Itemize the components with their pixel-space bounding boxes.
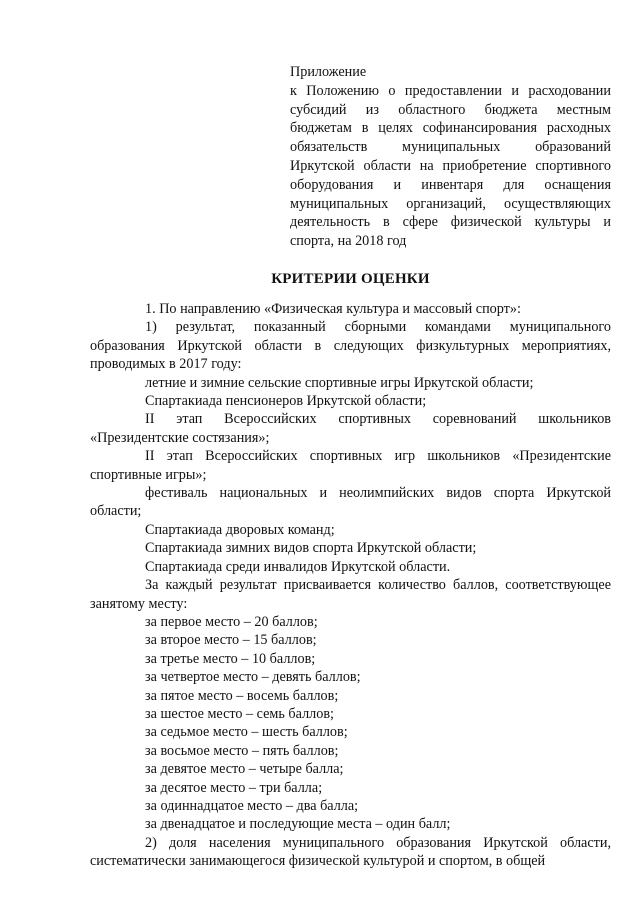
document-body — [90, 300, 611, 871]
place-score-item: за шестое место – семь баллов; — [145, 705, 334, 722]
place-score-item: за третье место – 10 баллов; — [145, 650, 316, 667]
paragraph-direction: 1. По направлению «Физическая культура и массовый спорт»: — [145, 301, 521, 317]
event-item: фестиваль национальных и неолимпийских видов спорта Иркутской области; — [90, 485, 611, 520]
paragraph-scoring: За каждый результат присваивается количество баллов, соответствующее занятому месту: — [90, 577, 611, 612]
appendix-block — [290, 63, 611, 251]
place-score-item: за восьмое место – пять баллов; — [145, 742, 339, 759]
event-item: II этап Всероссийских спортивных соревнований школьников «Президентские состязания»; — [90, 411, 611, 446]
place-score-item: за десятое место – три балла; — [145, 779, 323, 796]
place-score-item: за девятое место – четыре балла; — [145, 761, 344, 778]
paragraph-criterion-2: 2) доля населения муниципального образования Иркутской области, систематически занимающегося физической культурой и спортом, в общей — [90, 834, 611, 870]
document-heading: КРИТЕРИИ ОЦЕНКИ — [271, 271, 430, 287]
paragraph-criterion-1: 1) результат, показанный сборными командами муниципального образования Иркутской области в следующих физкультурных мероприятиях, проводимых в 2017 году: — [90, 319, 611, 373]
place-score-item: за первое место – 20 баллов; — [145, 613, 318, 630]
event-item: Спартакиада дворовых команд; — [145, 521, 335, 538]
event-item: Спартакиада зимних видов спорта Иркутской области; — [145, 540, 477, 557]
event-item: Спартакиада среди инвалидов Иркутской области. — [145, 558, 451, 575]
event-item: II этап Всероссийских спортивных игр школьников «Президентские спортивные игры»; — [90, 448, 611, 483]
place-score-item: за седьмое место – шесть баллов; — [145, 724, 348, 741]
event-item: Спартакиада пенсионеров Иркутской области; — [145, 393, 427, 410]
appendix-text: к Положению о предоставлении и расходовании субсидий из областного бюджета местным бюджетам в целях софинансирования расходных обязательств муниципальных образований Иркутской области на приобретение спортивного оборудования и инвентаря для оснащения муниципальных организаций, осуществляющих деятельность в сфере физической культуры и спорта, на 2018 год — [290, 82, 611, 250]
place-score-item: за одиннадцатое место – два балла; — [145, 797, 359, 814]
place-score-item: за двенадцатое и последующие места – один балл; — [145, 816, 451, 833]
place-score-item: за второе место – 15 баллов; — [145, 632, 317, 649]
event-item: летние и зимние сельские спортивные игры Иркутской области; — [145, 374, 534, 391]
place-score-item: за четвертое место – девять баллов; — [145, 669, 361, 686]
appendix-title: Приложение — [290, 64, 367, 80]
place-score-item: за пятое место – восемь баллов; — [145, 687, 339, 704]
